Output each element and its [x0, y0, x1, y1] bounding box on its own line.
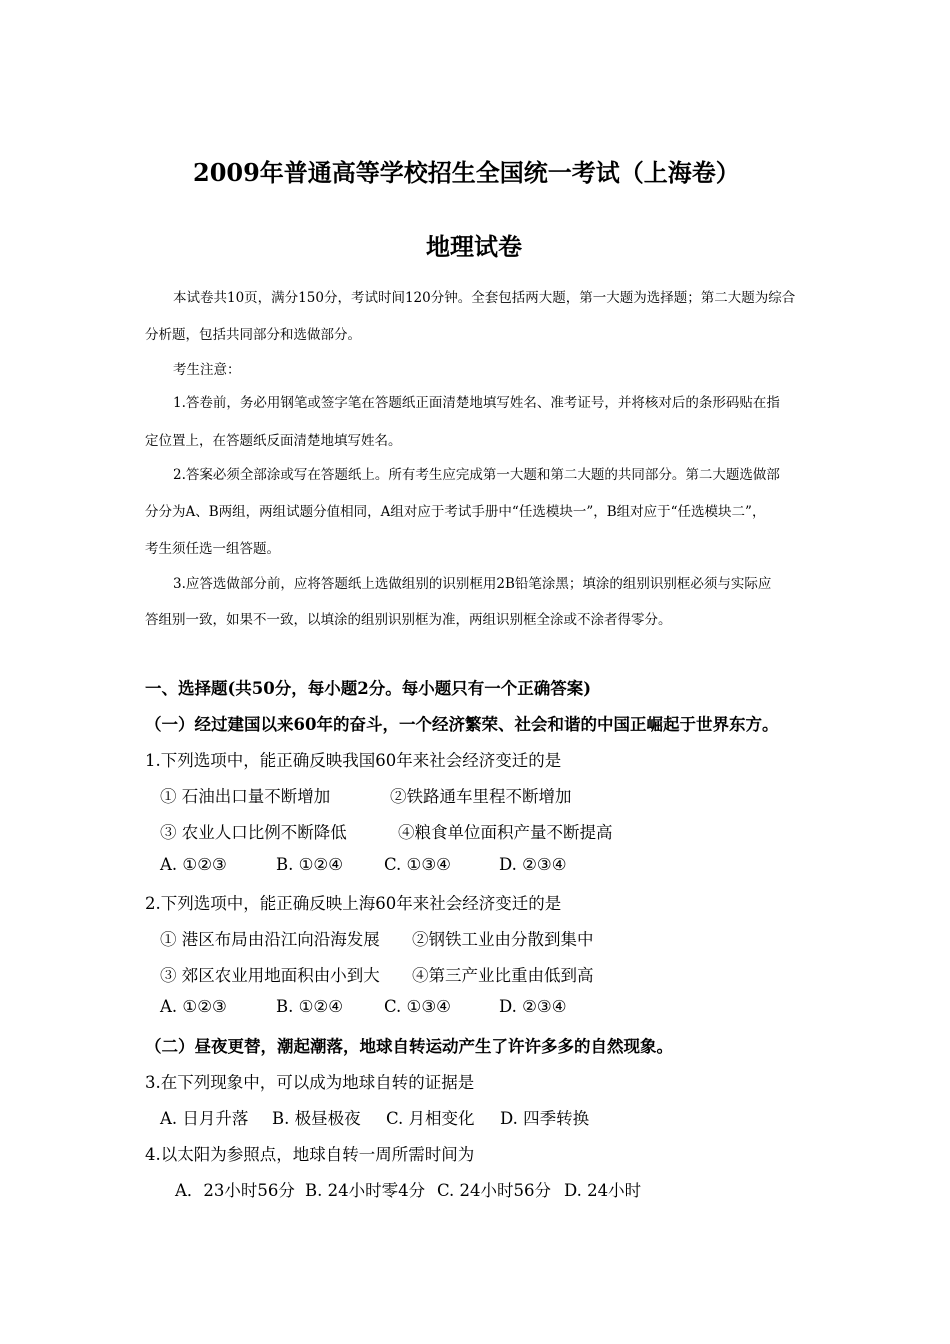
question-2-option-c: C. ①③④ — [384, 997, 451, 1016]
section-1-heading: 一、选择题(共50分，每小题2分。每小题只有一个正确答案) — [145, 679, 592, 698]
notice-item-3-line-2: 答组别一致，如果不一致，以填涂的组别识别框为准，两组识别框全涂或不涂者得零分。 — [145, 612, 672, 628]
question-1-option-a: A. ①②③ — [160, 855, 227, 874]
question-4-option-a: A．23小时56分 — [175, 1181, 295, 1200]
intro-line-2: 分析题，包括共同部分和选做部分。 — [145, 327, 361, 343]
notice-item-3-line-1: 3.应答选做部分前，应将答题纸上选做组别的识别框用2B铅笔涂黑；填涂的组别识别框必须与实际应 — [173, 576, 772, 592]
question-4-option-b: B. 24小时零4分 — [305, 1181, 426, 1200]
intro-line-1: 本试卷共10页，满分150分，考试时间120分钟。全套包括两大题，第一大题为选择题；第二大题为综合 — [173, 290, 796, 306]
question-1-statement-2: ②铁路通车里程不断增加 — [390, 787, 572, 806]
question-2-option-b: B. ①②④ — [276, 997, 343, 1016]
notice-item-1-line-2: 定位置上，在答题纸反面清楚地填写姓名。 — [145, 433, 402, 449]
question-1-stem: 1.下列选项中，能正确反映我国60年来社会经济变迁的是 — [145, 751, 562, 770]
question-1-statement-4: ④粮食单位面积产量不断提高 — [398, 823, 613, 842]
question-2-statement-2: ②钢铁工业由分散到集中 — [412, 930, 594, 949]
question-3-option-c: C. 月相变化 — [386, 1109, 475, 1128]
question-3-stem: 3.在下列现象中，可以成为地球自转的证据是 — [145, 1073, 475, 1092]
group-2-intro: （二）昼夜更替，潮起潮落，地球自转运动产生了许许多多的自然现象。 — [145, 1037, 673, 1056]
question-2-statement-3: ③ 郊区农业用地面积由小到大 — [160, 966, 380, 985]
question-2-option-d: D. ②③④ — [499, 997, 567, 1016]
question-1-option-d: D. ②③④ — [499, 855, 567, 874]
notice-item-2-line-1: 2.答案必须全部涂或写在答题纸上。所有考生应完成第一大题和第二大题的共同部分。第二大题选做部 — [173, 467, 780, 483]
group-1-intro: （一）经过建国以来60年的奋斗，一个经济繁荣、社会和谐的中国正崛起于世界东方。 — [145, 715, 779, 734]
question-3-option-a: A. 日月升落 — [160, 1109, 249, 1128]
question-1-statement-3: ③ 农业人口比例不断降低 — [160, 823, 347, 842]
question-4-option-c: C. 24小时56分 — [437, 1181, 552, 1200]
question-1-option-c: C. ①③④ — [384, 855, 451, 874]
notice-item-2-line-2: 分分为A、B两组，两组试题分值相同，A组对应于考试手册中“任选模块一”，B组对应于“任选模块二”， — [145, 504, 766, 520]
question-4-stem: 4.以太阳为参照点，地球自转一周所需时间为 — [145, 1145, 475, 1164]
question-2-stem: 2.下列选项中，能正确反映上海60年来社会经济变迁的是 — [145, 894, 562, 913]
exam-subtitle: 地理试卷 — [426, 232, 522, 261]
notice-item-1-line-1: 1.答卷前，务必用钢笔或签字笔在答题纸正面清楚地填写姓名、准考证号，并将核对后的条形码贴在指 — [173, 395, 780, 411]
exam-title: 2009年普通高等学校招生全国统一考试（上海卷） — [193, 158, 740, 187]
question-2-option-a: A. ①②③ — [160, 997, 227, 1016]
question-2-statement-4: ④第三产业比重由低到高 — [412, 966, 594, 985]
question-3-option-b: B. 极昼极夜 — [272, 1109, 361, 1128]
question-3-option-d: D. 四季转换 — [500, 1109, 590, 1128]
notice-heading: 考生注意： — [173, 362, 241, 378]
notice-item-2-line-3: 考生须任选一组答题。 — [145, 541, 280, 557]
question-1-statement-1: ① 石油出口量不断增加 — [160, 787, 331, 806]
question-1-option-b: B. ①②④ — [276, 855, 343, 874]
question-2-statement-1: ① 港区布局由沿江向沿海发展 — [160, 930, 380, 949]
question-4-option-d: D. 24小时 — [564, 1181, 642, 1200]
